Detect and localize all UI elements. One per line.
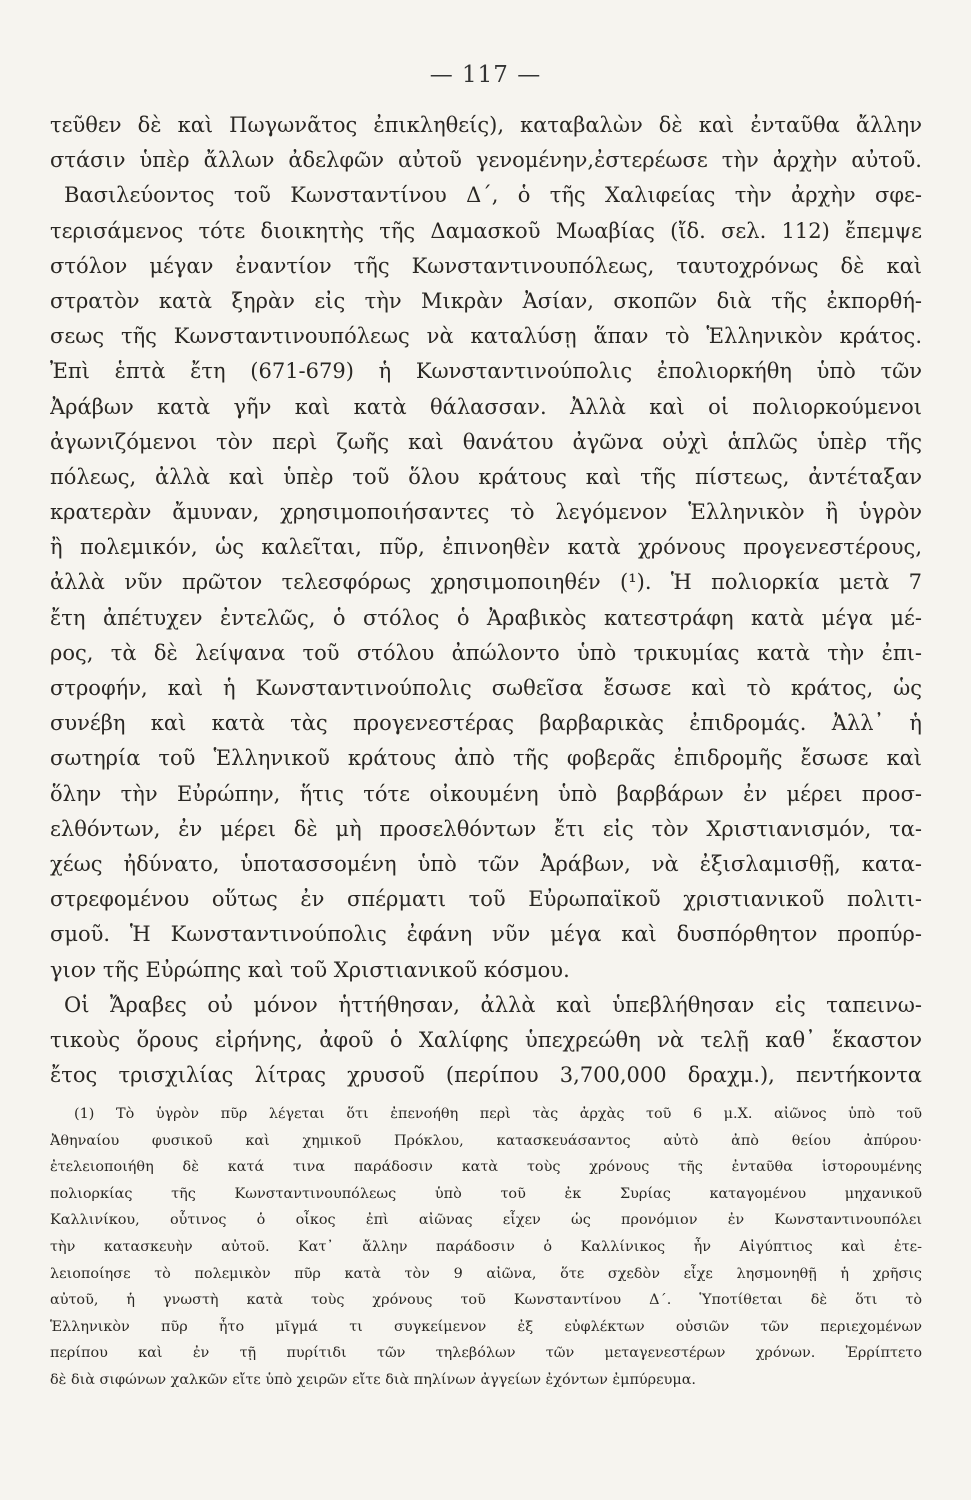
- main-text: [50, 108, 922, 1093]
- text-line: τεῦθεν δὲ καὶ Πωγωνᾶτος ἐπικληθείς), καταβαλὼν δὲ καὶ ἐνταῦθα ἄλλην: [50, 113, 922, 137]
- text-line: ὅλην τὴν Εὐρώπην, ἥτις τότε οἰκουμένη ὑπὸ βαρβάρων ἐν μέρει προσ-: [50, 781, 922, 806]
- text-line: πόλεως, ἀλλὰ καὶ ὑπὲρ τοῦ ὅλου κράτους καὶ τῆς πίστεως, ἀντέταξαν: [50, 464, 922, 489]
- text-line: Οἱ Ἄραβες οὐ μόνον ἡττήθησαν, ἀλλὰ καὶ ὑπεβλήθησαν εἰς ταπεινω-: [64, 992, 922, 1017]
- text-line: ελθόντων, ἐν μέρει δὲ μὴ προσελθόντων ἔτι εἰς τὸν Χριστιανισμόν, τα-: [50, 816, 922, 841]
- footnote-line: Ἀθηναίου φυσικοῦ καὶ χημικοῦ Πρόκλου, κατασκευάσαντος αὐτὸ ἀπὸ θείου ἀπύρου·: [50, 1132, 922, 1149]
- text-line: γιον τῆς Εὐρώπης καὶ τοῦ Χριστιανικοῦ κόσμου.: [50, 957, 570, 982]
- text-line: συνέβη καὶ κατὰ τὰς προγενεστέρας βαρβαρικὰς ἐπιδρομάς. Ἀλλ᾽ ἡ: [50, 711, 922, 736]
- footnote-line: ἐτελειοποιήθη δὲ κατά τινα παράδοσιν κατὰ τοὺς χρόνους τῆς ἐνταῦθα ἱστορουμένης: [50, 1159, 922, 1176]
- text-line: Βασιλεύοντος τοῦ Κωνσταντίνου Δ΄, ὁ τῆς Χαλιφείας τὴν ἀρχὴν σφε-: [64, 183, 922, 208]
- text-line: ἀγωνιζόμενοι τὸν περὶ ζωῆς καὶ θανάτου ἀγῶνα οὐχὶ ἁπλῶς ὑπὲρ τῆς: [50, 429, 922, 454]
- text-line: σμοῦ. Ἡ Κωνσταντινούπολις ἐφάνη νῦν μέγα καὶ δυσπόρθητον προπύρ-: [50, 922, 922, 947]
- text-line: στόλον μέγαν ἐναντίον τῆς Κωνσταντινουπόλεως, ταυτοχρόνως δὲ καὶ: [50, 253, 922, 278]
- text-line: Ἐπὶ ἑπτὰ ἔτη (671-679) ἡ Κωνσταντινούπολις ἐπολιορκήθη ὑπὸ τῶν: [50, 359, 922, 384]
- text-line: ρος, τὰ δὲ λείψανα τοῦ στόλου ἀπώλοντο ὑπὸ τρικυμίας κατὰ τὴν ἐπι-: [50, 640, 922, 665]
- text-line: χέως ἠδύνατο, ὑποτασσομένη ὑπὸ τῶν Ἀράβων, νὰ ἐξισλαμισθῇ, κατα-: [50, 851, 922, 876]
- text-line: τικοὺς ὅρους εἰρήνης, ἀφοῦ ὁ Χαλίφης ὑπεχρεώθη νὰ τελῇ καθ᾽ ἕκαστον: [50, 1027, 922, 1052]
- footnote-line: περίπου καὶ ἐν τῇ πυρίτιδι τῶν τηλεβόλων τῶν μεταγενεστέρων χρόνων. Ἐρρίπτετο: [50, 1345, 922, 1362]
- text-line: σεως τῆς Κωνσταντινουπόλεως νὰ καταλύσῃ ἅπαν τὸ Ἑλληνικὸν κράτος.: [50, 324, 922, 349]
- text-line: ἢ πολεμικόν, ὡς καλεῖται, πῦρ, ἐπινοηθὲν κατὰ χρόνους προγενεστέρους,: [50, 535, 922, 560]
- footnote-line: Καλλινίκου, οὗτινος ὁ οἶκος ἐπὶ αἰῶνας εἶχεν ὡς προνόμιον ἐν Κωνσταντινουπόλει: [50, 1212, 922, 1229]
- footnote-line: δὲ διὰ σιφώνων χαλκῶν εἴτε ὑπὸ χειρῶν εἴτε διὰ πηλίνων ἀγγείων ἐχόντων ἐμπύρευμα.: [50, 1371, 696, 1388]
- footnote-line: τὴν κατασκευὴν αὐτοῦ. Κατ᾽ ἄλλην παράδοσιν ὁ Καλλίνικος ἦν Αἰγύπτιος καὶ ἐτε-: [50, 1238, 922, 1255]
- page-number: — 117 —: [429, 62, 542, 88]
- footnote-line: Ἑλληνικὸν πῦρ ἦτο μῖγμά τι συγκείμενον ἐξ εὐφλέκτων οὐσιῶν τῶν περιεχομένων: [50, 1318, 922, 1335]
- text-line: ἀλλὰ νῦν πρῶτον τελεσφόρως χρησιμοποιηθέν (¹). Ἡ πολιορκία μετὰ 7: [50, 570, 922, 595]
- text-line: σωτηρία τοῦ Ἑλληνικοῦ κράτους ἀπὸ τῆς φοβερᾶς ἐπιδρομῆς ἔσωσε καὶ: [50, 746, 922, 771]
- text-line: τερισάμενος τότε διοικητὴς τῆς Δαμασκοῦ Μωαβίας (ἴδ. σελ. 112) ἔπεμψε: [50, 218, 922, 243]
- text-line: κρατερὰν ἄμυναν, χρησιμοποιήσαντες τὸ λεγόμενον Ἑλληνικὸν ἢ ὑγρὸν: [50, 500, 922, 525]
- footnote-line: λειοποίησε τὸ πολεμικὸν πῦρ κατὰ τὸν 9 αἰῶνα, ὅτε σχεδὸν εἶχε λησμονηθῇ ἡ χρῆσις: [50, 1265, 922, 1282]
- text-line: στρεφομένου οὕτως ἐν σπέρματι τοῦ Εὐρωπαϊκοῦ χριστιανικοῦ πολιτι-: [50, 887, 922, 912]
- footnotes: [50, 1101, 922, 1394]
- text-line: Ἀράβων κατὰ γῆν καὶ κατὰ θάλασσαν. Ἀλλὰ καὶ οἱ πολιορκούμενοι: [50, 394, 922, 419]
- text-line: στροφήν, καὶ ἡ Κωνσταντινούπολις σωθεῖσα ἔσωσε καὶ τὸ κράτος, ὡς: [50, 676, 922, 700]
- text-line: στάσιν ὑπὲρ ἄλλων ἀδελφῶν αὐτοῦ γενομένην,ἐστερέωσε τὴν ἀρχὴν αὐτοῦ.: [50, 148, 922, 173]
- footnote-line: πολιορκίας τῆς Κωνσταντινουπόλεως ὑπὸ τοῦ ἐκ Συρίας καταγομένου μηχανικοῦ: [50, 1185, 922, 1202]
- text-line: στρατὸν κατὰ ξηρὰν εἰς τὴν Μικρὰν Ἀσίαν, σκοπῶν διὰ τῆς ἐκπορθή-: [50, 288, 922, 313]
- footnote-line: (1) Τὸ ὑγρὸν πῦρ λέγεται ὅτι ἐπενοήθη περὶ τὰς ἀρχὰς τοῦ 6 μ.Χ. αἰῶνος ὑπὸ τοῦ: [74, 1106, 922, 1122]
- text-line: ἔτος τρισχιλίας λίτρας χρυσοῦ (περίπου 3,700,000 δραχμ.), πεντήκοντα: [50, 1063, 922, 1088]
- footnote-line: αὐτοῦ, ἡ γνωστὴ κατὰ τοὺς χρόνους τοῦ Κωνσταντίνου Δ΄. Ὑποτίθεται δὲ ὅτι τὸ: [50, 1292, 922, 1309]
- text-line: ἔτη ἀπέτυχεν ἐντελῶς, ὁ στόλος ὁ Ἀραβικὸς κατεστράφη κατὰ μέγα μέ-: [50, 605, 922, 630]
